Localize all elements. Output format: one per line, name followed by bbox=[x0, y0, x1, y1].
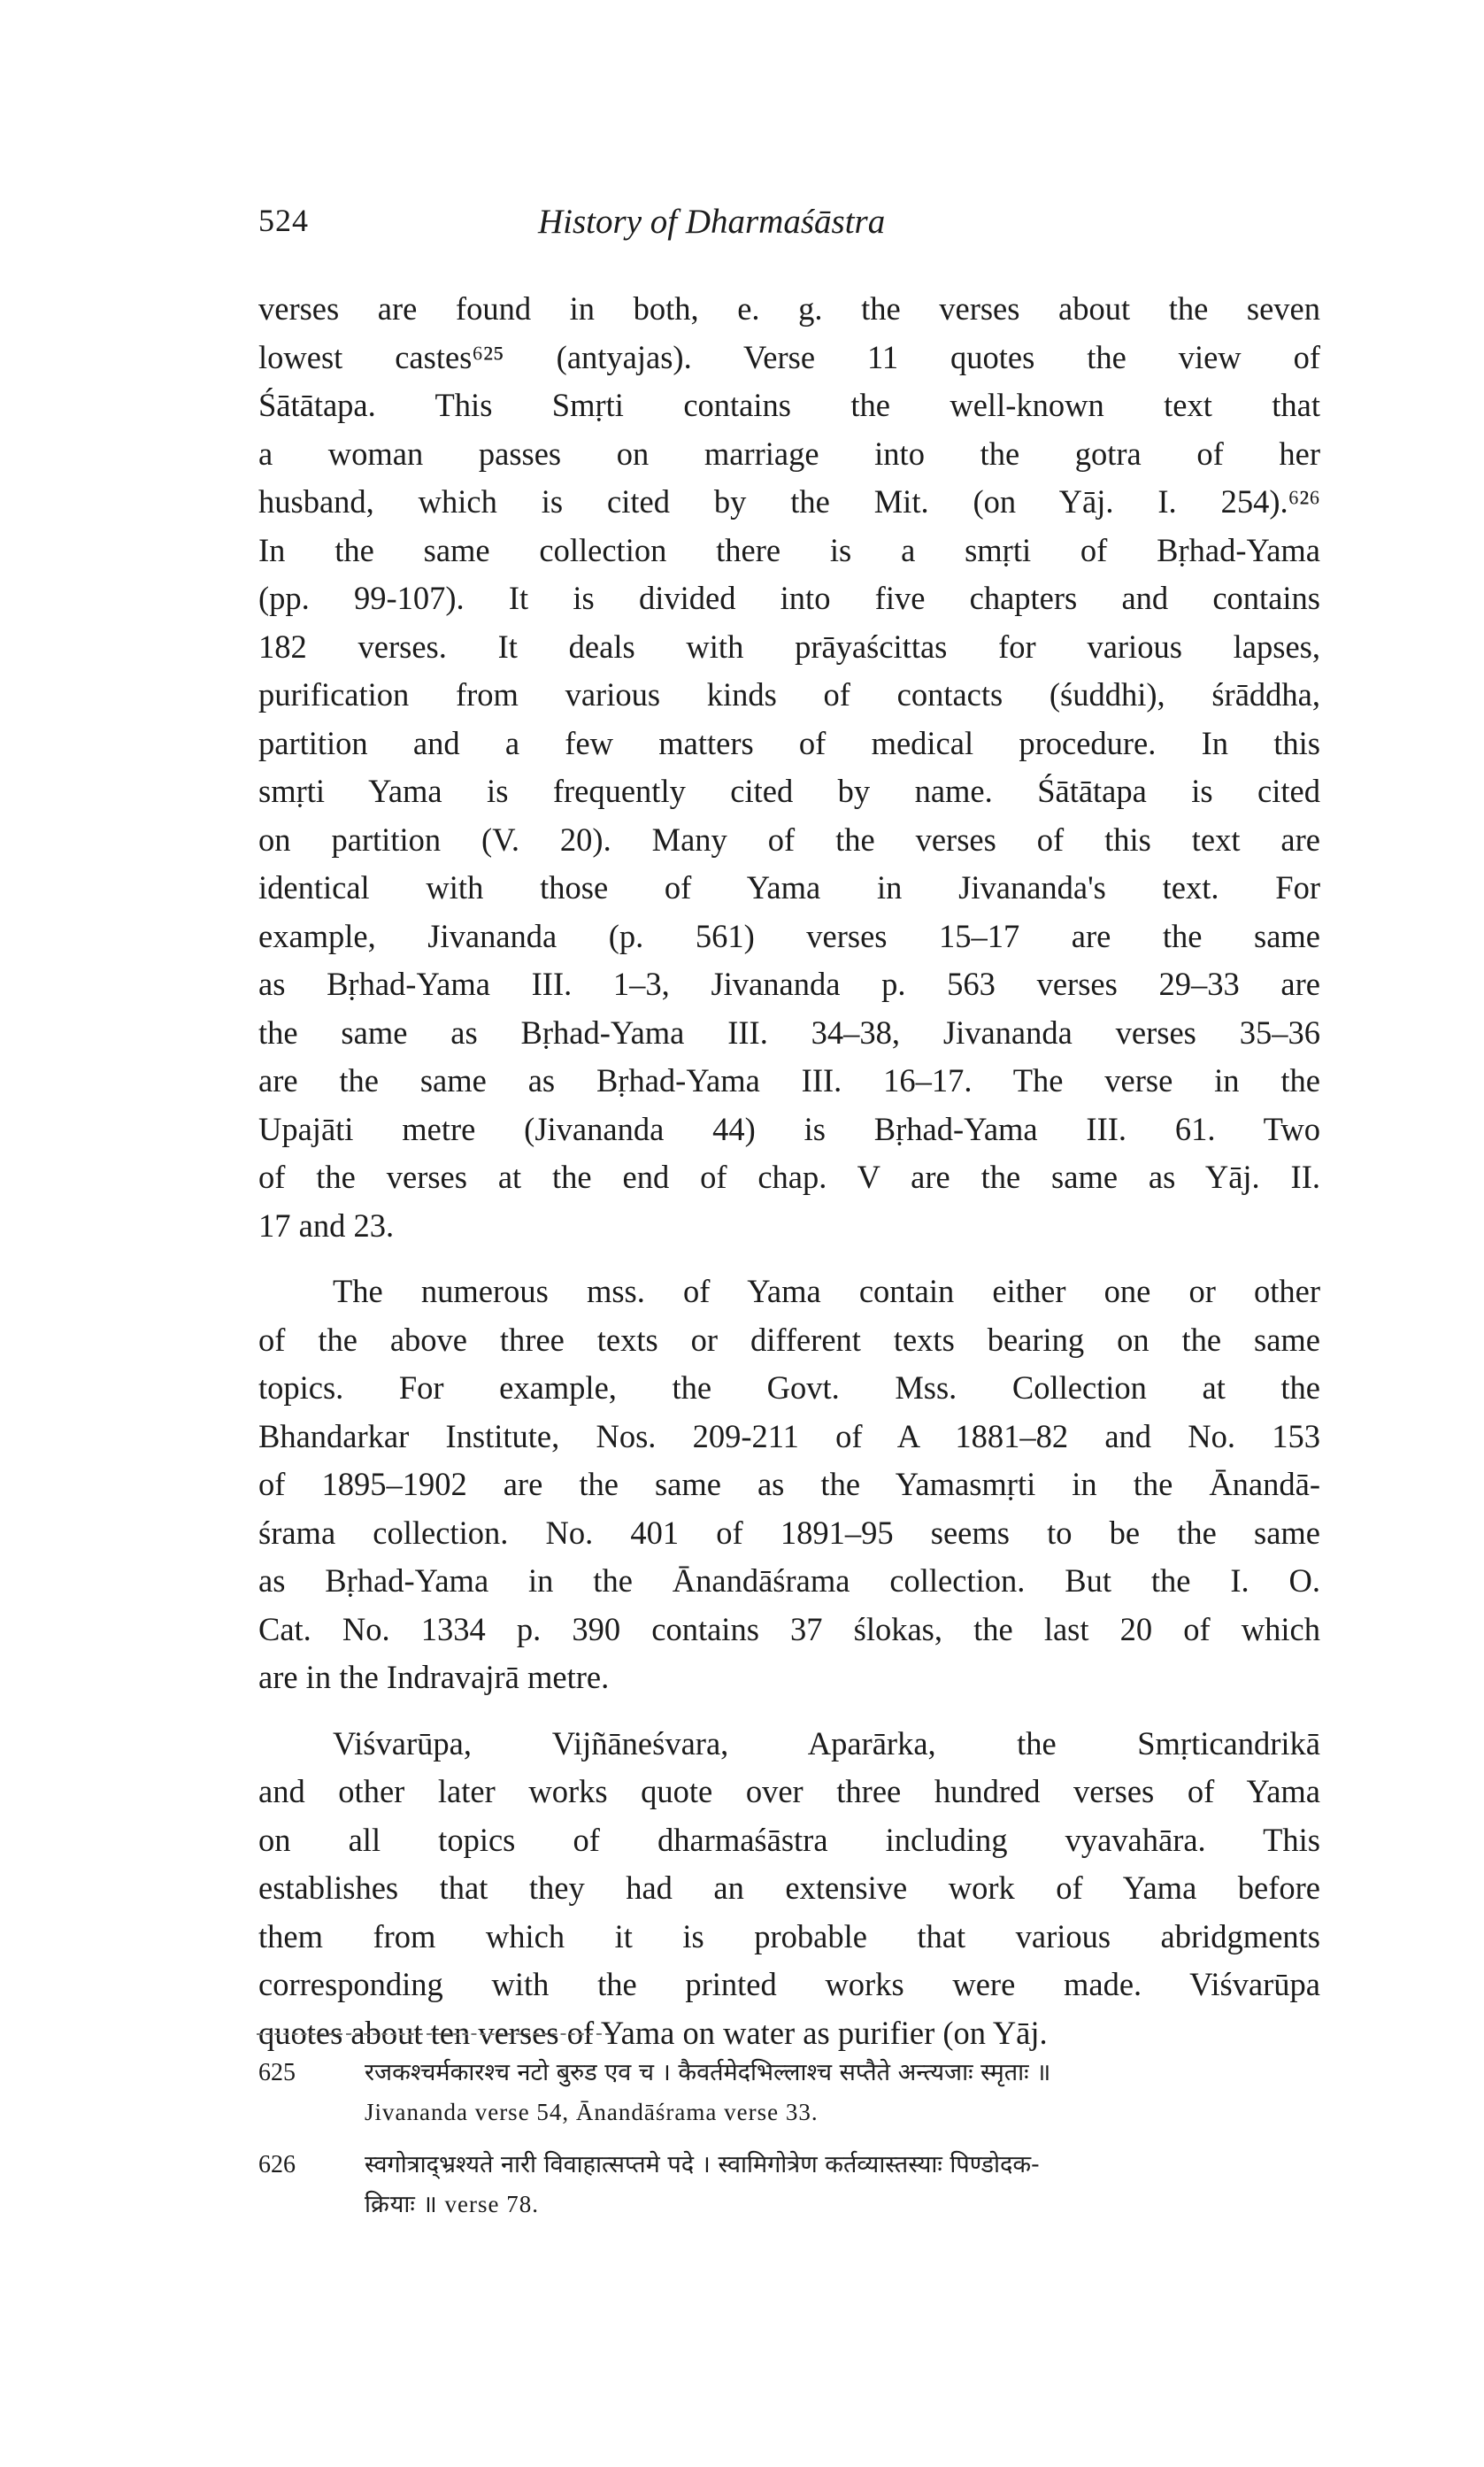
text-line: quotes about ten verses of Yama on water as purifier (on Yāj. bbox=[258, 2014, 1048, 2051]
text-line: 182 verses. It deals with prāyaścittas for various lapses, bbox=[258, 628, 1320, 665]
text-line: 17 and 23. bbox=[258, 1207, 395, 1244]
footnote bbox=[258, 2054, 1320, 2132]
footnotes bbox=[258, 2054, 1320, 2224]
text-line: are in the Indravajrā metre. bbox=[258, 1659, 610, 1695]
text-line: them from which it is probable that various abridgments bbox=[258, 1917, 1320, 1954]
text-line: and other later works quote over three hundred verses of Yama bbox=[258, 1773, 1320, 1809]
page-number: 524 bbox=[258, 203, 309, 238]
text-line: The numerous mss. of Yama contain either one or other bbox=[333, 1273, 1320, 1309]
text-line: śrama collection. No. 401 of 1891–95 seems to be the same bbox=[258, 1514, 1320, 1551]
text-line: husband, which is cited by the Mit. (on Yāj. I. 254).⁶²⁶ bbox=[258, 483, 1320, 520]
text-line: Viśvarūpa, Vijñāneśvara, Aparārka, the Smṛticandrikā bbox=[333, 1724, 1320, 1762]
text-line: are the same as Bṛhad-Yama III. 16–17. The verse in the bbox=[258, 1062, 1320, 1099]
text-line: of the verses at the end of chap. V are the same as Yāj. II. bbox=[258, 1159, 1320, 1195]
text-line: example, Jivananda (p. 561) verses 15–17 are the same bbox=[258, 917, 1320, 954]
footnote-line bbox=[258, 2185, 1320, 2224]
footnote-line bbox=[258, 2146, 1320, 2185]
text-line: as Bṛhad-Yama III. 1–3, Jivananda p. 563 verses 29–33 are bbox=[258, 966, 1320, 1002]
paragraph bbox=[258, 285, 1320, 1250]
text-line: partition and a few matters of medical procedure. In this bbox=[258, 724, 1320, 761]
page-header bbox=[258, 202, 1320, 255]
text-line: corresponding with the printed works were made. Viśvarūpa bbox=[258, 1966, 1320, 2002]
text-line: (pp. 99-107). It is divided into five chapters and contains bbox=[258, 580, 1320, 616]
paragraph bbox=[258, 1268, 1320, 1702]
text-line: identical with those of Yama in Jivananda's text. For bbox=[258, 869, 1320, 906]
paragraph-gap bbox=[258, 1702, 1320, 1720]
text-line: verses are found in both, e. g. the verses about the seven bbox=[258, 290, 1320, 327]
text-line: smṛti Yama is frequently cited by name. Śātātapa is cited bbox=[258, 773, 1320, 809]
paragraph bbox=[258, 1720, 1320, 2058]
footnote-reference: क्रियाः ॥ verse 78. bbox=[365, 2191, 539, 2217]
paragraph-gap bbox=[258, 1250, 1320, 1268]
footnote-line bbox=[258, 2093, 1320, 2132]
text-line: purification from various kinds of contacts (śuddhi), śrāddha, bbox=[258, 676, 1320, 713]
footnote-text: स्वगोत्राद्भ्रश्यते नारी विवाहात्सप्तमे पदे । स्वामिगोत्रेण कर्तव्यास्तस्याः पिण्डोदक- bbox=[365, 2151, 1040, 2178]
text-line: a woman passes on marriage into the gotra of her bbox=[258, 435, 1320, 472]
footnote-number: 625 bbox=[258, 2059, 296, 2086]
footnote-line bbox=[258, 2054, 1320, 2093]
text-line: of 1895–1902 are the same as the Yamasmṛti in the Ānandā- bbox=[258, 1466, 1320, 1502]
text-line: of the above three texts or different texts bearing on the same bbox=[258, 1321, 1320, 1358]
text-line: Upajāti metre (Jivananda 44) is Bṛhad-Yama III. 61. Two bbox=[258, 1110, 1320, 1147]
footnote-gap bbox=[258, 2132, 1320, 2146]
running-title: History of Dharmaśāstra bbox=[538, 203, 886, 241]
text-line: Cat. No. 1334 p. 390 contains 37 ślokas, the last 20 of which bbox=[258, 1610, 1320, 1647]
text-line: on all topics of dharmaśāstra including vyavahāra. This bbox=[258, 1821, 1320, 1858]
text-line: Bhandarkar Institute, Nos. 209-211 of A 1881–82 and No. 153 bbox=[258, 1417, 1320, 1454]
text-line: In the same collection there is a smṛti of Bṛhad-Yama bbox=[258, 531, 1320, 568]
text-line: on partition (V. 20). Many of the verses of this text are bbox=[258, 821, 1320, 858]
text-line: Śātātapa. This Smṛti contains the well-known text that bbox=[258, 387, 1320, 423]
footnote-text: रजकश्चर्मकारश्च नटो बुरुड एव च । कैवर्तमेदभिल्लाश्च सप्तैते अन्त्यजाः स्मृताः ॥ bbox=[365, 2059, 1051, 2086]
text-line: establishes that they had an extensive work of Yama before bbox=[258, 1870, 1320, 1906]
footnote bbox=[258, 2146, 1320, 2224]
body-text bbox=[258, 285, 1320, 2057]
footnote-divider bbox=[257, 2033, 611, 2035]
text-line: as Bṛhad-Yama in the Ānandāśrama collection. But the I. O. bbox=[258, 1562, 1320, 1599]
footnote-number: 626 bbox=[258, 2151, 296, 2178]
footnote-reference: Jivananda verse 54, Ānandāśrama verse 33. bbox=[365, 2099, 819, 2125]
text-line: the same as Bṛhad-Yama III. 34–38, Jivananda verses 35–36 bbox=[258, 1014, 1320, 1051]
text-line: lowest castes⁶²⁵ (antyajas). Verse 11 quotes the view of bbox=[258, 338, 1320, 375]
text-line: topics. For example, the Govt. Mss. Collection at the bbox=[258, 1369, 1320, 1406]
